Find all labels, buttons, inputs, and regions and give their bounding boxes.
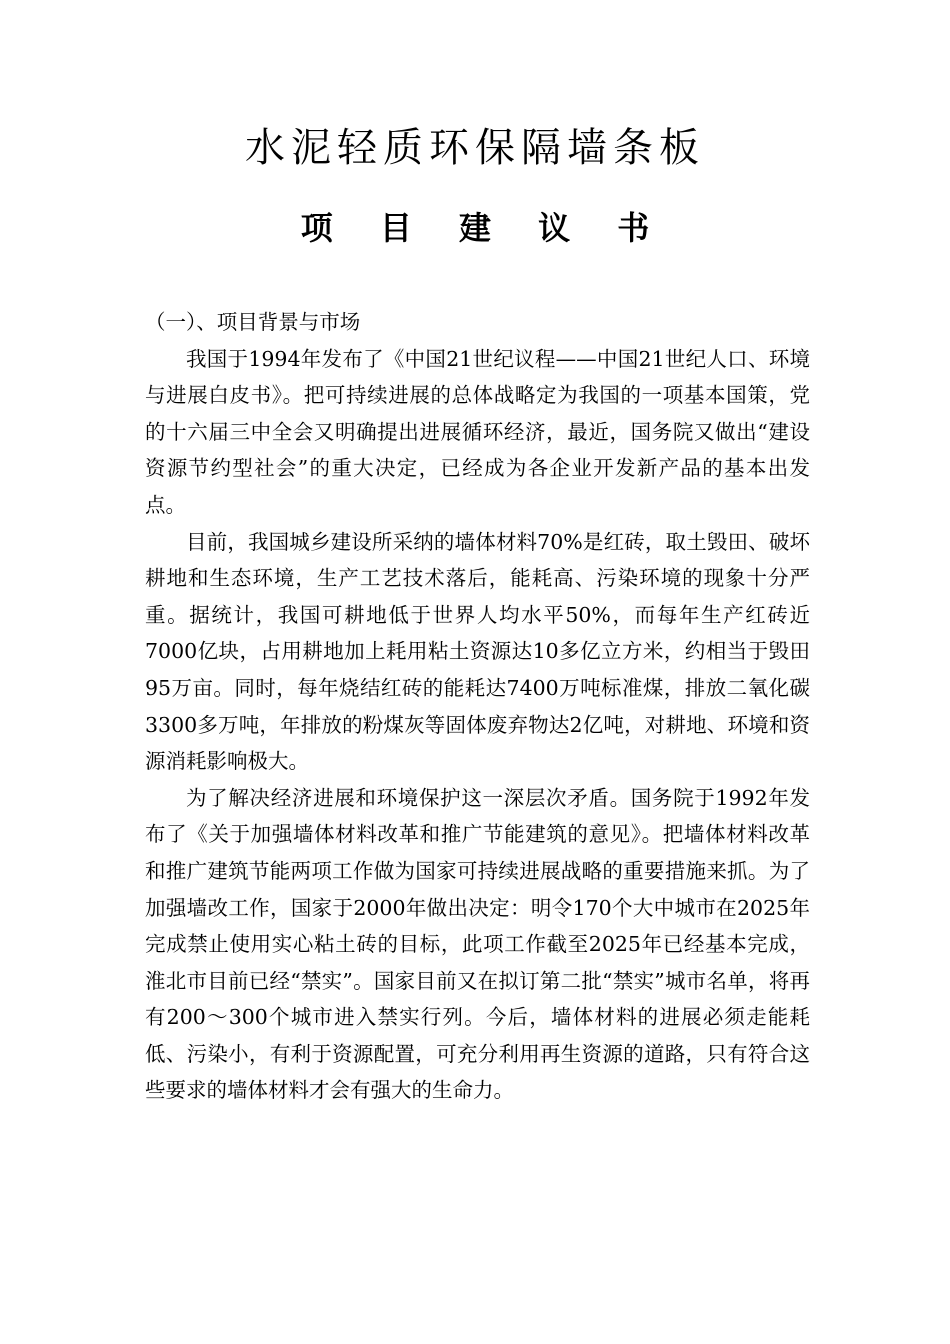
document-title: 水泥轻质环保隔墙条板 <box>245 125 705 171</box>
paragraph-3: 为了解决经济进展和环境保护这一深层次矛盾。国务院于1992年发布了《关于加强墙体材料改革和推广节能建筑的意见》。把墙体材料改革和推广建筑节能两项工作做为国家可持续进展战略的重要措施来抓。为了加强墙改工作，国家于2000年做出决定：明令170个大中城市在2025年完成禁止使用实心粘土砖的目标，此项工作截至2025年已经基本完成，淮北市目前已经“禁实”。国家目前又在拟订第二批“禁实”城市名单，将再有200～300个城市进入禁实行列。今后，墙体材料的进展必须走能耗低、污染小，有利于资源配置，可充分利用再生资源的道路，只有符合这些要求的墙体材料才会有强大的生命力。 <box>145 785 810 1103</box>
document-body <box>145 304 810 1109</box>
paragraph-1: 我国于1994年发布了《中国21世纪议程——中国21世纪人口、环境与进展白皮书》。把可持续进展的总体战略定为我国的一项基本国策，党的十六届三中全会又明确提出进展循环经济，最近，国务院又做出“建设资源节约型社会”的重大决定，已经成为各企业开发新产品的基本出发点。 <box>145 346 810 517</box>
document-subtitle: 项 目 建 议 书 <box>300 209 668 247</box>
paragraph-2: 目前，我国城乡建设所采纳的墙体材料70%是红砖，取土毁田、破坏耕地和生态环境，生产工艺技术落后，能耗高、污染环境的现象十分严重。据统计，我国可耕地低于世界人均水平50%，而每年生产红砖近7000亿块，占用耕地加上耗用粘土资源达10多亿立方米，约相当于毁田95万亩。同时，每年烧结红砖的能耗达7400万吨标准煤，排放二氧化碳3300多万吨，年排放的粉煤灰等固体废弃物达2亿吨，对耕地、环境和资源消耗影响极大。 <box>145 529 810 774</box>
section-heading: （一）、项目背景与市场 <box>145 310 361 334</box>
